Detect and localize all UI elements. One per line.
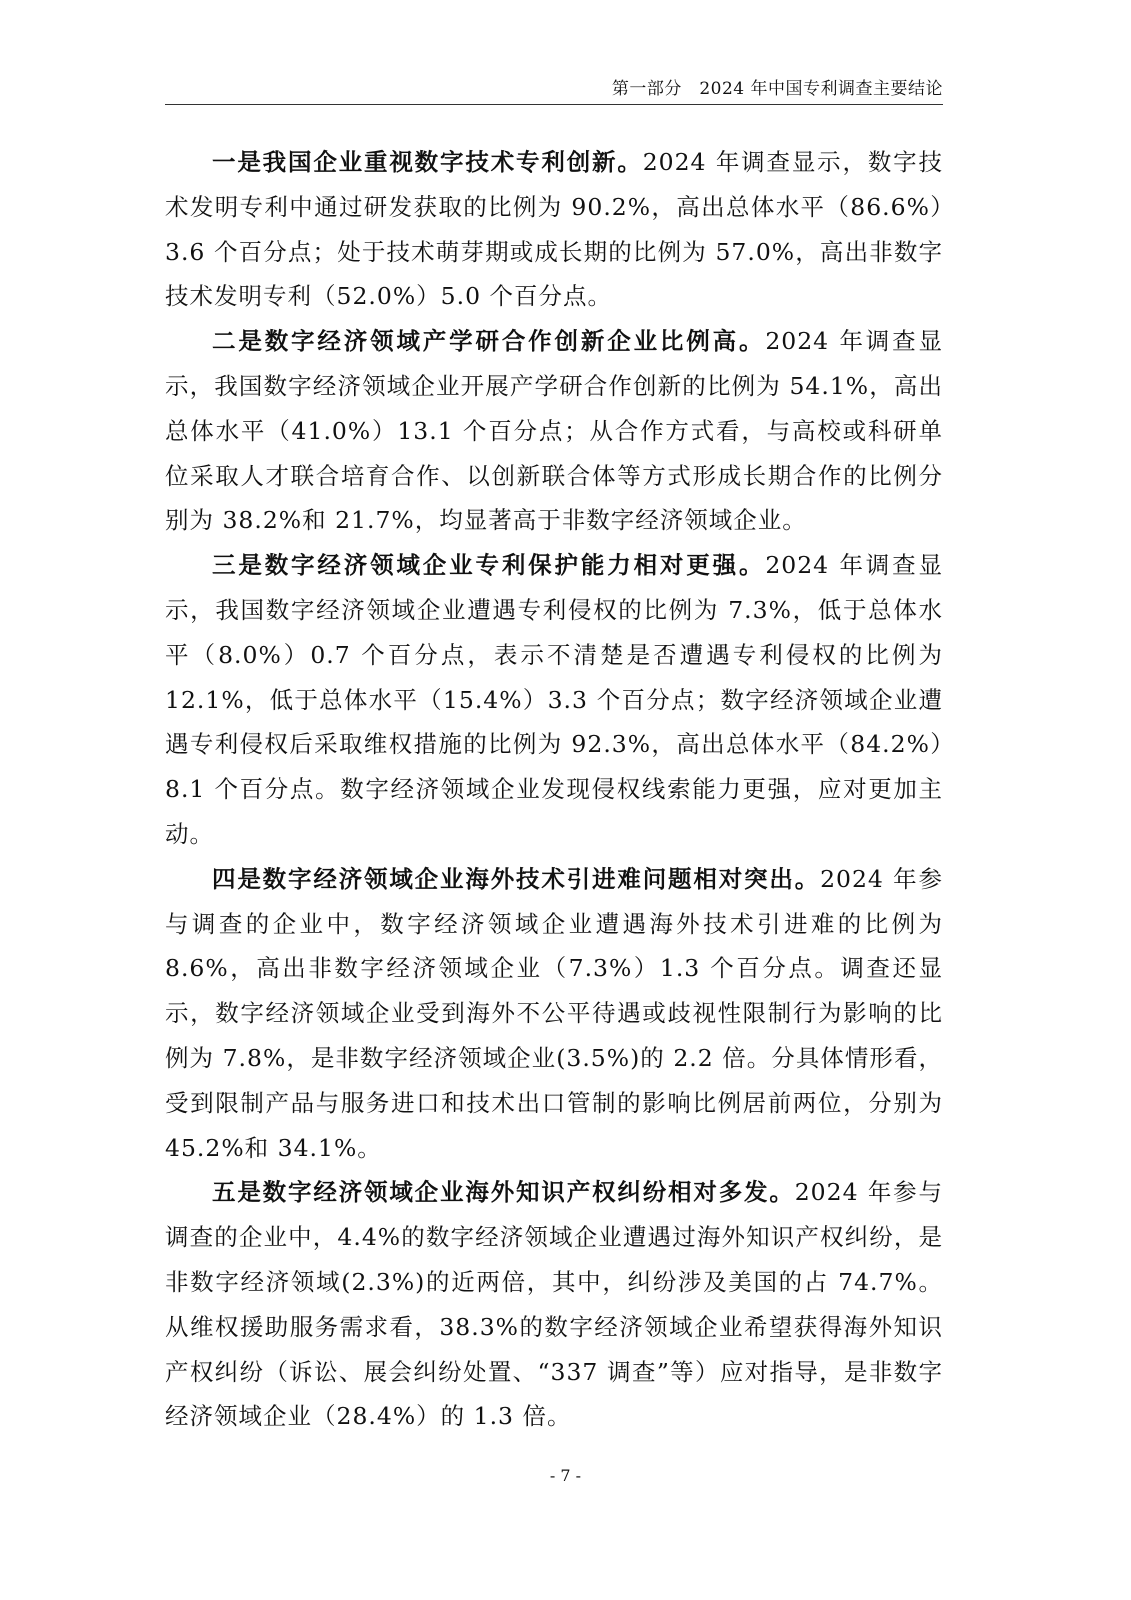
paragraph-body: 2024 年调查显示，数字技术发明专利中通过研发获取的比例为 90.2%，高出总体水平（86.6%）3.6 个百分点；处于技术萌芽期或成长期的比例为 57.0%，高出非数字技术发明专利（52.0%）5.0 个百分点。 — [165, 148, 943, 311]
running-header: 第一部分 2024 年中国专利调查主要结论 — [165, 78, 943, 105]
paragraph-body: 2024 年参与调查的企业中，4.4%的数字经济领域企业遭遇过海外知识产权纠纷，是非数字经济领域(2.3%)的近两倍，其中，纠纷涉及美国的占 74.7%。从维权援助服务需求看，38.3%的数字经济领域企业希望获得海外知识产权纠纷（诉讼、展会纠纷处置、“337 调查”等）应对指导，是非数字经济领域企业（28.4%）的 1.3 倍。 — [165, 1178, 944, 1431]
paragraph-body: 2024 年调查显示，我国数字经济领域企业开展产学研合作创新的比例为 54.1%，高出总体水平（41.0%）13.1 个百分点；从合作方式看，与高校或科研单位采取人才联合培育合作、以创新联合体等方式形成长期合作的比例分别为 38.2%和 21.7%，均显著高于非数字经济领域企业。 — [165, 327, 943, 535]
document-body — [165, 140, 943, 1439]
paragraph-lead: 一是我国企业重视数字技术专利创新。 — [212, 148, 643, 176]
paragraph-body: 2024 年调查显示，我国数字经济领域企业遭遇专利侵权的比例为 7.3%，低于总体水平（8.0%）0.7 个百分点，表示不清楚是否遭遇专利侵权的比例为 12.1%，低于总体水平（15.4%）3.3 个百分点；数字经济领域企业遭遇专利侵权后采取维权措施的比例为 92.3%，高出总体水平（84.2%）8.1 个百分点。数字经济领域企业发现侵权线索能力更强，应对更加主动。 — [165, 551, 943, 848]
paragraph-lead: 四是数字经济领域企业海外技术引进难问题相对突出。 — [212, 864, 821, 893]
page-number: - 7 - — [549, 1466, 582, 1485]
paragraph-lead: 三是数字经济领域企业专利保护能力相对更强。 — [212, 551, 766, 580]
paragraph-industry-academia-cooperation — [165, 319, 943, 543]
paragraph-overseas-ip-disputes — [165, 1170, 943, 1439]
paragraph-digital-tech-patent-innovation — [165, 140, 943, 319]
paragraph-lead: 五是数字经济领域企业海外知识产权纠纷相对多发。 — [212, 1178, 795, 1207]
paragraph-patent-protection-ability — [165, 543, 943, 857]
paragraph-lead: 二是数字经济领域产学研合作创新企业比例高。 — [212, 327, 766, 356]
paragraph-overseas-tech-import — [165, 857, 943, 1171]
paragraph-body: 2024 年参与调查的企业中，数字经济领域企业遭遇海外技术引进难的比例为 8.6%，高出非数字经济领域企业（7.3%）1.3 个百分点。调查还显示，数字经济领域企业受到海外不公平待遇或歧视性限制行为影响的比例为 7.8%，是非数字经济领域企业(3.5%)的 2.2 倍。分具体情形看，受到限制产品与服务进口和技术出口管制的影响比例居前两位，分别为 45.2%和 34.1%。 — [165, 864, 944, 1162]
